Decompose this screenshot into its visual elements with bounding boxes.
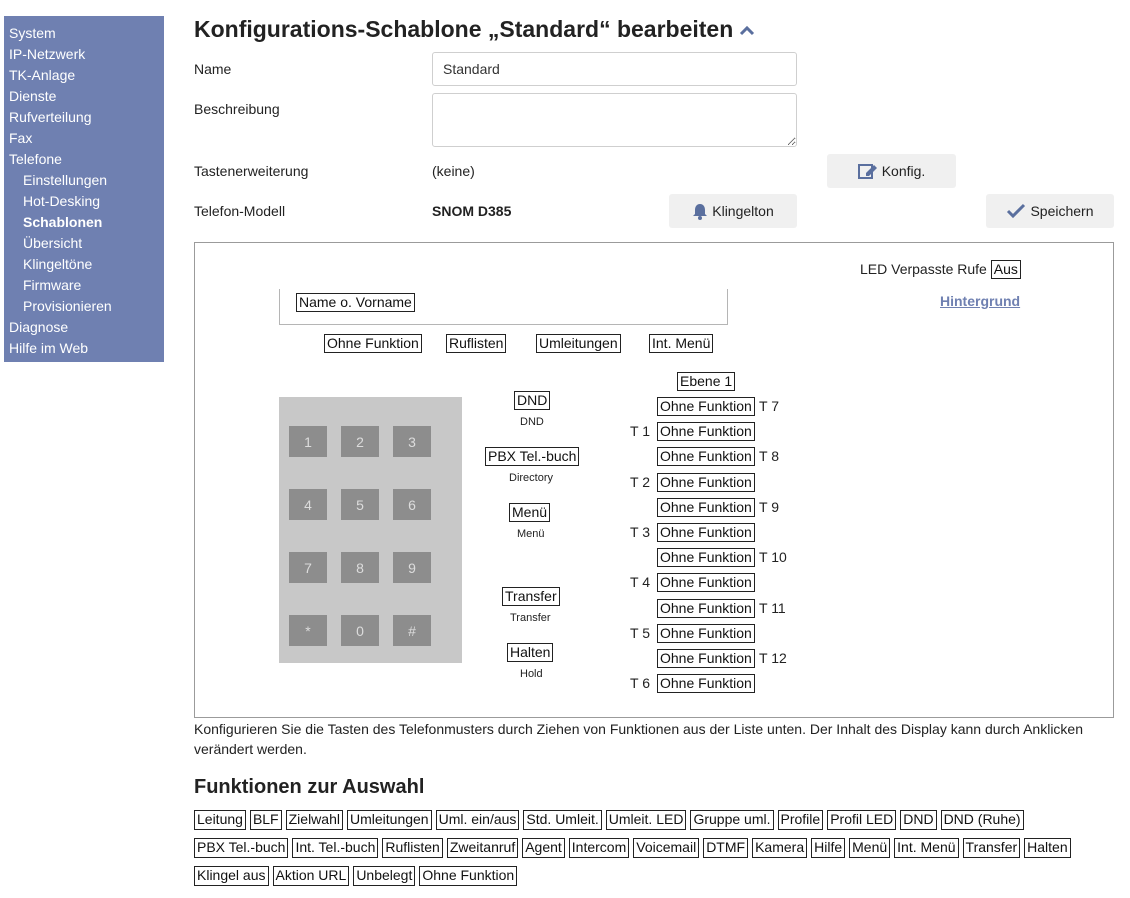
- line-key-t3-label: T 3: [630, 524, 650, 540]
- sidebar-item-provisionieren[interactable]: Provisionieren: [23, 298, 112, 314]
- line-key-t1-label: T 1: [630, 423, 650, 439]
- function-item[interactable]: Kamera: [752, 838, 807, 858]
- sidebar-item-hot-desking[interactable]: Hot-Desking: [23, 193, 101, 209]
- side-key-transfer-caption: Transfer: [510, 612, 551, 624]
- function-row: [194, 838, 1094, 858]
- extension-label: Tastenerweiterung: [194, 163, 309, 179]
- save-button[interactable]: [986, 194, 1114, 228]
- line-key-t2[interactable]: Ohne Funktion: [657, 473, 755, 492]
- description-label: Beschreibung: [194, 101, 280, 117]
- function-item[interactable]: Uml. ein/aus: [436, 810, 520, 830]
- line-key-t10-label: T 10: [759, 549, 787, 565]
- function-item[interactable]: Klingel aus: [194, 866, 269, 886]
- line-key-t12-label: T 12: [759, 650, 787, 666]
- page-title: [194, 16, 755, 43]
- sidebar-item-dienste[interactable]: Dienste: [9, 88, 57, 104]
- led-missed-calls-label: LED Verpasste Rufe: [860, 261, 987, 277]
- function-item[interactable]: Agent: [522, 838, 565, 858]
- line-key-t8-label: T 8: [759, 448, 779, 464]
- softkey-3[interactable]: Umleitungen: [536, 334, 621, 353]
- side-key-hold-caption: Hold: [520, 668, 543, 680]
- config-button-label: Konfig.: [881, 163, 926, 179]
- sidebar-item-telefone[interactable]: Telefone: [9, 151, 62, 167]
- ringtone-button[interactable]: [669, 194, 797, 228]
- function-item[interactable]: Umleitungen: [347, 810, 432, 830]
- keypad-key-9[interactable]: 9: [393, 552, 431, 583]
- line-key-t2-label: T 2: [630, 474, 650, 490]
- model-value: SNOM D385: [432, 203, 512, 219]
- sidebar-item-fax[interactable]: Fax: [9, 130, 33, 146]
- function-item[interactable]: Std. Umleit.: [523, 810, 601, 830]
- softkey-4[interactable]: Int. Menü: [649, 334, 713, 353]
- function-item[interactable]: Unbelegt: [353, 866, 415, 886]
- sidebar-nav: [4, 16, 164, 362]
- sidebar-item-hilfe-im-web[interactable]: Hilfe im Web: [9, 340, 89, 356]
- description-textarea[interactable]: [432, 93, 797, 147]
- page-title-text: Konfigurations-Schablone „Standard“ bearbeiten: [194, 16, 734, 42]
- function-item[interactable]: Ohne Funktion: [419, 866, 517, 886]
- config-button[interactable]: [827, 154, 956, 188]
- display-name-field[interactable]: Name o. Vorname: [296, 293, 415, 312]
- softkey-1[interactable]: Ohne Funktion: [324, 334, 422, 353]
- sidebar-item-firmware[interactable]: Firmware: [23, 277, 82, 293]
- line-key-t8[interactable]: Ohne Funktion: [657, 447, 755, 466]
- sidebar-item-klingeltoene[interactable]: Klingeltöne: [23, 256, 93, 272]
- function-item[interactable]: Gruppe uml.: [690, 810, 773, 830]
- line-key-t7[interactable]: Ohne Funktion: [657, 397, 755, 416]
- side-key-directory-caption: Directory: [509, 472, 554, 484]
- function-row: [194, 810, 1094, 830]
- instructions-text: Konfigurieren Sie die Tasten des Telefonmusters durch Ziehen von Funktionen aus der Liste unten. Der Inhalt des Display kann durch Anklicken verändert werden.: [194, 721, 1084, 757]
- name-label: Name: [194, 61, 232, 77]
- function-item[interactable]: Profil LED: [827, 810, 896, 830]
- sidebar-item-ip-netzwerk[interactable]: IP-Netzwerk: [9, 46, 86, 62]
- ringtone-button-label: Klingelton: [712, 203, 774, 219]
- line-key-t3[interactable]: Ohne Funktion: [657, 523, 755, 542]
- function-item[interactable]: Profile: [778, 810, 824, 830]
- side-key-transfer[interactable]: Transfer: [502, 587, 560, 606]
- keypad-key-6[interactable]: 6: [393, 489, 431, 520]
- function-item[interactable]: Intercom: [569, 838, 629, 858]
- side-key-menu-caption: Menü: [517, 528, 545, 540]
- keypad-key-3[interactable]: 3: [393, 426, 431, 457]
- line-key-t6-label: T 6: [630, 675, 650, 691]
- sidebar-item-schablonen[interactable]: Schablonen: [23, 214, 103, 230]
- line-key-t12[interactable]: Ohne Funktion: [657, 649, 755, 668]
- sidebar-item-uebersicht[interactable]: Übersicht: [23, 235, 83, 251]
- function-item[interactable]: Umleit. LED: [606, 810, 687, 830]
- line-key-t11-label: T 11: [759, 600, 786, 616]
- softkey-2[interactable]: Ruflisten: [446, 334, 506, 353]
- function-item[interactable]: Int. Tel.-buch: [292, 838, 378, 858]
- line-key-t5-label: T 5: [630, 625, 650, 641]
- extension-value: (keine): [432, 163, 475, 179]
- function-item[interactable]: Zweitanruf: [447, 838, 518, 858]
- side-key-dnd-caption: DND: [520, 416, 544, 428]
- function-item[interactable]: Hilfe: [811, 838, 845, 858]
- keypad-key-2[interactable]: 2: [341, 426, 379, 457]
- model-label: Telefon-Modell: [194, 203, 286, 219]
- sidebar-item-system[interactable]: System: [9, 25, 56, 41]
- side-key-menu[interactable]: Menü: [509, 503, 550, 522]
- line-key-t10[interactable]: Ohne Funktion: [657, 548, 755, 567]
- line-key-t4[interactable]: Ohne Funktion: [657, 573, 755, 592]
- name-input[interactable]: [432, 52, 797, 86]
- function-item[interactable]: DND (Ruhe): [941, 810, 1024, 830]
- function-item[interactable]: BLF: [250, 810, 282, 830]
- keypad-key-star[interactable]: *: [289, 615, 327, 646]
- function-item[interactable]: Halten: [1024, 838, 1070, 858]
- led-missed-calls-value[interactable]: Aus: [991, 260, 1021, 279]
- keypad-key-1[interactable]: 1: [289, 426, 327, 457]
- sidebar-item-rufverteilung[interactable]: Rufverteilung: [9, 109, 92, 125]
- line-key-t7-label: T 7: [759, 398, 779, 414]
- keypad-key-5[interactable]: 5: [341, 489, 379, 520]
- side-key-directory[interactable]: PBX Tel.-buch: [485, 447, 579, 466]
- sidebar-item-einstellungen[interactable]: Einstellungen: [23, 172, 108, 188]
- bell-icon: [692, 203, 708, 220]
- function-item[interactable]: DTMF: [703, 838, 748, 858]
- side-key-dnd[interactable]: DND: [514, 391, 550, 410]
- checkmark-icon: [1006, 203, 1026, 219]
- function-item[interactable]: Zielwahl: [286, 810, 343, 830]
- function-item[interactable]: Aktion URL: [273, 866, 350, 886]
- function-item[interactable]: Int. Menü: [894, 838, 958, 858]
- keypad-key-hash[interactable]: #: [393, 615, 431, 646]
- function-item[interactable]: Voicemail: [633, 838, 699, 858]
- function-item[interactable]: Leitung: [194, 810, 246, 830]
- functions-heading: Funktionen zur Auswahl: [194, 776, 425, 798]
- keypad-key-8[interactable]: 8: [341, 552, 379, 583]
- keypad-key-4[interactable]: 4: [289, 489, 327, 520]
- side-key-hold[interactable]: Halten: [507, 643, 553, 662]
- line-key-t5[interactable]: Ohne Funktion: [657, 624, 755, 643]
- function-item[interactable]: DND: [900, 810, 936, 830]
- led-missed-calls: [860, 260, 1021, 279]
- line-key-t1[interactable]: Ohne Funktion: [657, 422, 755, 441]
- save-button-label: Speichern: [1030, 203, 1094, 219]
- line-key-t9-label: T 9: [759, 499, 779, 515]
- function-item[interactable]: Ruflisten: [382, 838, 442, 858]
- function-item[interactable]: Transfer: [963, 838, 1021, 858]
- function-palette: [194, 810, 1094, 894]
- line-key-t4-label: T 4: [630, 574, 650, 590]
- line-key-t9[interactable]: Ohne Funktion: [657, 498, 755, 517]
- function-item[interactable]: PBX Tel.-buch: [194, 838, 288, 858]
- phone-keypad: [279, 397, 462, 663]
- keypad-key-0[interactable]: 0: [341, 615, 379, 646]
- line-key-t11[interactable]: Ohne Funktion: [657, 599, 755, 618]
- line-key-t6[interactable]: Ohne Funktion: [657, 674, 755, 693]
- phone-template-panel: [194, 242, 1114, 718]
- chevron-up-icon[interactable]: [739, 15, 755, 42]
- function-row: [194, 866, 1094, 886]
- keypad-key-7[interactable]: 7: [289, 552, 327, 583]
- background-link[interactable]: Hintergrund: [940, 293, 1021, 309]
- sidebar-item-tk-anlage[interactable]: TK-Anlage: [9, 67, 76, 83]
- function-item[interactable]: Menü: [849, 838, 890, 858]
- level-selector[interactable]: Ebene 1: [677, 372, 735, 391]
- sidebar-item-diagnose[interactable]: Diagnose: [9, 319, 69, 335]
- edit-icon: [858, 162, 878, 180]
